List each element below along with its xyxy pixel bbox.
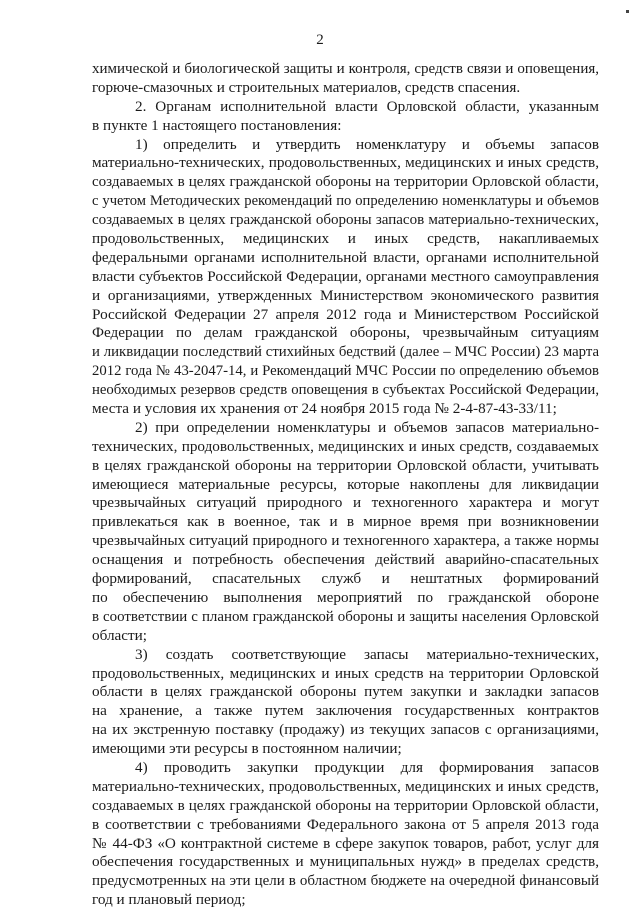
text-line: № 44-ФЗ «О контрактной системе в сфере закупок товаров, работ, услуг для <box>92 834 599 852</box>
text-line: по обеспечению выполнения мероприятий по гражданской обороне <box>92 588 599 606</box>
text-line: 2. Органам исполнительной власти Орловской области, указанным <box>135 97 599 115</box>
text-line: продовольственных, медицинских и иных средств, накапливаемых <box>92 230 599 248</box>
text-line: технических, продовольственных, медицинских и иных средств, создаваемых <box>92 437 599 455</box>
text-line: и ликвидации последствий стихийных бедствий (далее – МЧС России) 23 марта <box>92 344 599 361</box>
text-line: с учетом Методических рекомендаций по определению номенклатуры и объемов <box>92 193 599 210</box>
text-line: формирований, спасательных служб и нештатных формирований <box>92 570 599 588</box>
text-line: на их экстренную поставку (продажу) из текущих запасов с организациями, <box>92 721 599 739</box>
text-line: 2) при определении номенклатуры и объемов запасов материально- <box>135 418 599 436</box>
text-line: федеральными органами исполнительной власти, органами исполнительной <box>92 248 599 266</box>
text-line: 4) проводить закупки продукции для формирования запасов <box>135 758 599 776</box>
text-line: в соответствии с требованиями Федерального закона от 5 апреля 2013 года <box>92 815 599 833</box>
text-line: в целях гражданской обороны на территории Орловской области, учитывать <box>92 456 599 474</box>
text-line: чрезвычайных ситуаций природного и техногенного характера, а также нормы <box>92 533 599 550</box>
text-line: привлекаться как в военное, так и в мирное время при возникновении <box>92 513 599 531</box>
text-line: горюче-смазочных и строительных материалов, средств спасения. <box>92 78 521 96</box>
text-line: на хранение, а также путем заключения государственных контрактов <box>92 702 599 720</box>
text-line: создаваемых в целях гражданской обороны запасов материально-технических, <box>92 212 599 229</box>
text-line: предусмотренных на эти цели в областном бюджете на очередной финансовый <box>92 873 599 890</box>
text-line: обеспечения государственных и муниципальных нужд» в пределах средств, <box>92 853 599 871</box>
text-line: создаваемых в целях гражданской обороны на территории Орловской области, <box>92 797 599 814</box>
text-line: в пункте 1 настоящего постановления: <box>92 116 342 134</box>
text-line: 3) создать соответствующие запасы материально-технических, <box>135 645 599 663</box>
text-line: области; <box>92 626 147 644</box>
text-line: создаваемых в целях гражданской обороны на территории Орловской области, <box>92 174 599 191</box>
text-line: места и условия их хранения от 24 ноября 2015 года № 2-4-87-43-33/11; <box>92 400 557 418</box>
text-line: оснащения и потребность обеспечения действий аварийно-спасательных <box>92 551 599 569</box>
corner-mark <box>626 10 629 13</box>
text-line: области в целях гражданской обороны путем закупки и закладки запасов <box>92 683 599 701</box>
text-line: необходимых резервов средств оповещения в субъектах Российской Федерации, <box>92 382 599 399</box>
text-line: и организациями, утвержденных Министерством экономического развития <box>92 286 599 304</box>
page-number: 2 <box>316 32 324 48</box>
text-line: год и плановый период; <box>92 891 246 909</box>
text-line: материально-технических, продовольственных, медицинских и иных средств, <box>92 777 599 795</box>
text-line: имеющиеся материальные ресурсы, которые накоплены для ликвидации <box>92 475 599 493</box>
text-line: 2012 года № 43-2047-14, и Рекомендаций МЧС России по определению объемов <box>92 363 599 380</box>
text-line: материально-технических, продовольственных, медицинских и иных средств, <box>92 154 599 172</box>
text-line: в соответствии с планом гражданской обороны и защиты населения Орловской <box>92 608 599 625</box>
text-line: чрезвычайных ситуаций природного и техногенного характера и могут <box>92 494 599 512</box>
text-line: имеющими эти ресурсы в постоянном наличии; <box>92 740 402 758</box>
text-line: химической и биологической защиты и контроля, средств связи и оповещения, <box>92 61 599 77</box>
text-line: продовольственных, медицинских и иных средств на территории Орловской <box>92 664 599 682</box>
text-line: Российской Федерации 27 апреля 2012 года и Министерством Российской <box>92 305 599 323</box>
text-line: Федерации по делам гражданской обороны, чрезвычайным ситуациям <box>92 324 599 342</box>
document-body <box>92 60 599 910</box>
text-line: 1) определить и утвердить номенклатуру и объемы запасов <box>135 135 599 153</box>
text-line: власти субъектов Российской Федерации, органами местного самоуправления <box>92 267 599 285</box>
